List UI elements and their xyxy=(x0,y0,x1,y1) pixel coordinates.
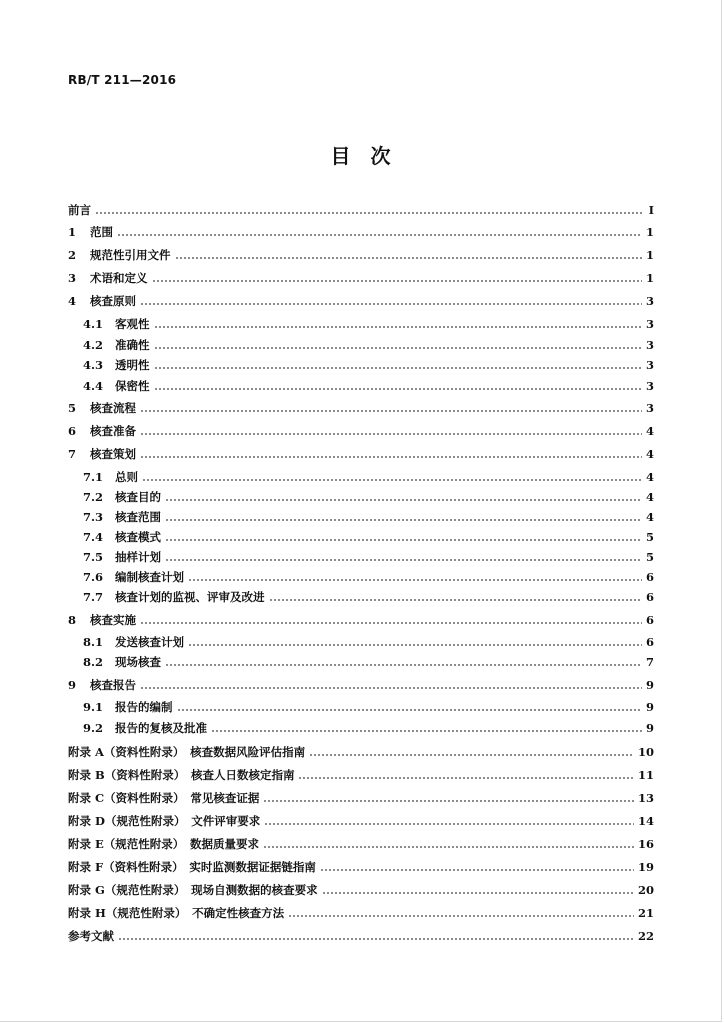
toc-entry-number: 7.7 xyxy=(83,590,104,604)
toc-entry[interactable] xyxy=(68,903,654,923)
toc-entry-label: 现场核查 xyxy=(115,655,161,669)
toc-entry-page: 3 xyxy=(645,358,654,372)
dot-leader xyxy=(263,834,634,854)
toc-entry[interactable] xyxy=(68,527,654,547)
toc-entry[interactable] xyxy=(68,245,654,265)
toc-entry-page: 10 xyxy=(637,745,654,759)
toc-entry-page: 19 xyxy=(637,860,654,874)
toc-entry-label: 附录 A（资料性附录） 核查数据风险评估指南 xyxy=(68,745,306,759)
toc-entry-number: 2 xyxy=(68,248,77,262)
toc-entry-label: 附录 B（资料性附录） 核查人日数核定指南 xyxy=(68,768,295,782)
toc-entry[interactable] xyxy=(68,788,654,808)
page-title: 目 次 xyxy=(330,144,391,168)
toc-entry-number: 4.2 xyxy=(83,338,104,352)
toc-entry[interactable] xyxy=(68,335,654,355)
dot-leader xyxy=(263,788,634,808)
dot-leader xyxy=(140,398,642,418)
toc-entry[interactable] xyxy=(68,610,654,630)
toc-entry[interactable] xyxy=(68,765,654,785)
toc-entry-number: 9.1 xyxy=(83,700,104,714)
dot-leader xyxy=(140,444,642,464)
dot-leader xyxy=(298,765,634,785)
dot-leader xyxy=(117,222,642,242)
toc-entry-page: 11 xyxy=(637,768,654,782)
dot-leader xyxy=(309,742,634,762)
toc-entry-page: 3 xyxy=(645,401,654,415)
toc-entry-number: 9.2 xyxy=(83,721,104,735)
dot-leader xyxy=(142,467,642,487)
toc-entry[interactable] xyxy=(68,926,654,946)
toc-entry-label: 报告的复核及批准 xyxy=(115,721,207,735)
toc-entry-label: 核查实施 xyxy=(90,613,136,627)
dot-leader xyxy=(175,245,642,265)
toc-entry-number: 8.1 xyxy=(83,635,104,649)
toc-entry-label: 附录 E（规范性附录） 数据质量要求 xyxy=(68,837,260,851)
toc-entry[interactable] xyxy=(68,718,654,738)
toc-entry-label: 核查原则 xyxy=(90,294,136,308)
toc-entry[interactable] xyxy=(68,834,654,854)
toc-entry[interactable] xyxy=(68,355,654,375)
toc-entry-page: 1 xyxy=(645,225,654,239)
toc-entry-label: 附录 G（规范性附录） 现场自测数据的核查要求 xyxy=(68,883,318,897)
toc-entry-number: 5 xyxy=(68,401,77,415)
toc-entry[interactable] xyxy=(68,507,654,527)
toc-entry[interactable] xyxy=(68,587,654,607)
toc-entry-page: 6 xyxy=(645,570,654,584)
dot-leader xyxy=(154,376,642,396)
toc-entry-number: 7.1 xyxy=(83,470,104,484)
toc-entry-page: 14 xyxy=(637,814,654,828)
toc-entry-label: 核查流程 xyxy=(90,401,136,415)
toc-entry-label: 客观性 xyxy=(115,317,150,331)
dot-leader xyxy=(154,335,642,355)
toc-entry-number: 7.4 xyxy=(83,530,104,544)
toc-entry-page: 4 xyxy=(645,447,654,461)
toc-entry-page: 21 xyxy=(637,906,654,920)
toc-entry-page: 6 xyxy=(645,635,654,649)
toc-entry-label: 保密性 xyxy=(115,379,150,393)
toc-entry-number: 7 xyxy=(68,447,77,461)
toc-entry[interactable] xyxy=(68,632,654,652)
toc-entry-label: 发送核查计划 xyxy=(115,635,184,649)
dot-leader xyxy=(165,487,642,507)
toc-entry[interactable] xyxy=(68,421,654,441)
toc-entry-label: 范围 xyxy=(90,225,113,239)
dot-leader xyxy=(140,610,642,630)
toc-entry[interactable] xyxy=(68,567,654,587)
toc-entry-label: 编制核查计划 xyxy=(115,570,184,584)
toc-entry[interactable] xyxy=(68,376,654,396)
toc-entry[interactable] xyxy=(68,200,654,220)
toc-entry-label: 核查目的 xyxy=(115,490,161,504)
toc-entry-page: 1 xyxy=(645,248,654,262)
dot-leader xyxy=(211,718,642,738)
toc-entry-label: 规范性引用文件 xyxy=(90,248,171,262)
toc-entry-number: 7.3 xyxy=(83,510,104,524)
dot-leader xyxy=(140,675,642,695)
dot-leader xyxy=(140,421,642,441)
toc-entry[interactable] xyxy=(68,444,654,464)
dot-leader xyxy=(118,926,634,946)
toc-entry-label: 附录 H（规范性附录） 不确定性核查方法 xyxy=(68,906,285,920)
dot-leader xyxy=(165,652,642,672)
dot-leader xyxy=(165,507,642,527)
toc-entry-page: 5 xyxy=(645,530,654,544)
dot-leader xyxy=(320,857,634,877)
toc-entry-label: 核查计划的监视、评审及改进 xyxy=(115,590,265,604)
toc-entry-number: 7.6 xyxy=(83,570,104,584)
toc-entry-label: 总则 xyxy=(115,470,138,484)
dot-leader xyxy=(95,200,642,220)
toc-entry[interactable] xyxy=(68,811,654,831)
toc-entry-number: 1 xyxy=(68,225,77,239)
dot-leader xyxy=(154,355,642,375)
dot-leader xyxy=(322,880,634,900)
toc-entry-page: 6 xyxy=(645,613,654,627)
toc-entry[interactable] xyxy=(68,880,654,900)
toc-entry-number: 4.1 xyxy=(83,317,104,331)
toc-entry-label: 术语和定义 xyxy=(90,271,148,285)
dot-leader xyxy=(264,811,634,831)
dot-leader xyxy=(152,268,642,288)
toc-entry-page: 4 xyxy=(645,424,654,438)
toc-entry-label: 参考文献 xyxy=(68,929,114,943)
toc-entry-number: 7.5 xyxy=(83,550,104,564)
toc-entry[interactable] xyxy=(68,291,654,311)
dot-leader xyxy=(288,903,634,923)
toc-entry-label: 核查报告 xyxy=(90,678,136,692)
dot-leader xyxy=(165,527,642,547)
toc-entry-number: 4.4 xyxy=(83,379,104,393)
toc-entry-page: 16 xyxy=(637,837,654,851)
toc-entry-number: 8 xyxy=(68,613,77,627)
toc-entry-page: 4 xyxy=(645,470,654,484)
toc-entry-page: 9 xyxy=(645,678,654,692)
toc-entry-page: 9 xyxy=(645,700,654,714)
toc-entry[interactable] xyxy=(68,398,654,418)
toc-entry-label: 核查策划 xyxy=(90,447,136,461)
dot-leader xyxy=(154,314,642,334)
toc-entry[interactable] xyxy=(68,675,654,695)
toc-entry[interactable] xyxy=(68,467,654,487)
toc-entry[interactable] xyxy=(68,487,654,507)
dot-leader xyxy=(177,697,642,717)
toc-entry[interactable] xyxy=(68,268,654,288)
toc-entry-page: 9 xyxy=(645,721,654,735)
toc-entry-page: 1 xyxy=(645,271,654,285)
toc-entry-number: 7.2 xyxy=(83,490,104,504)
toc-entry[interactable] xyxy=(68,314,654,334)
toc-entry-page: 22 xyxy=(637,929,654,943)
toc-entry-label: 核查准备 xyxy=(90,424,136,438)
toc-entry-page: 3 xyxy=(645,317,654,331)
toc-entry-label: 准确性 xyxy=(115,338,150,352)
toc-entry-label: 抽样计划 xyxy=(115,550,161,564)
toc-entry-number: 9 xyxy=(68,678,77,692)
toc-entry-label: 附录 D（规范性附录） 文件评审要求 xyxy=(68,814,261,828)
dot-leader xyxy=(140,291,642,311)
toc-entry[interactable] xyxy=(68,697,654,717)
toc-entry-page: 5 xyxy=(645,550,654,564)
toc-entry-page: 20 xyxy=(637,883,654,897)
toc-entry-number: 4 xyxy=(68,294,77,308)
toc-entry-label: 前言 xyxy=(68,203,91,217)
document-code: RB/T 211—2016 xyxy=(68,73,177,87)
dot-leader xyxy=(165,547,642,567)
toc-entry-page: I xyxy=(648,203,654,217)
toc-entry-page: 3 xyxy=(645,294,654,308)
toc-entry-page: 4 xyxy=(645,510,654,524)
toc-entry-label: 透明性 xyxy=(115,358,150,372)
toc-entry-number: 8.2 xyxy=(83,655,104,669)
toc-entry[interactable] xyxy=(68,222,654,242)
toc-entry-page: 4 xyxy=(645,490,654,504)
toc-entry[interactable] xyxy=(68,547,654,567)
toc-entry-number: 4.3 xyxy=(83,358,104,372)
toc-entry-page: 3 xyxy=(645,379,654,393)
dot-leader xyxy=(269,587,642,607)
toc-entry[interactable] xyxy=(68,857,654,877)
toc-entry-number: 6 xyxy=(68,424,77,438)
toc-entry-page: 6 xyxy=(645,590,654,604)
toc-entry[interactable] xyxy=(68,742,654,762)
toc-entry-label: 报告的编制 xyxy=(115,700,173,714)
dot-leader xyxy=(188,632,642,652)
toc-entry-label: 附录 F（资料性附录） 实时监测数据证据链指南 xyxy=(68,860,316,874)
toc-entry-label: 附录 C（资料性附录） 常见核查证据 xyxy=(68,791,260,805)
toc-entry-page: 3 xyxy=(645,338,654,352)
toc-entry-label: 核查模式 xyxy=(115,530,161,544)
dot-leader xyxy=(188,567,642,587)
toc-entry-page: 13 xyxy=(637,791,654,805)
toc-entry-number: 3 xyxy=(68,271,77,285)
toc-entry[interactable] xyxy=(68,652,654,672)
toc-entry-label: 核查范围 xyxy=(115,510,161,524)
toc-entry-page: 7 xyxy=(645,655,654,669)
